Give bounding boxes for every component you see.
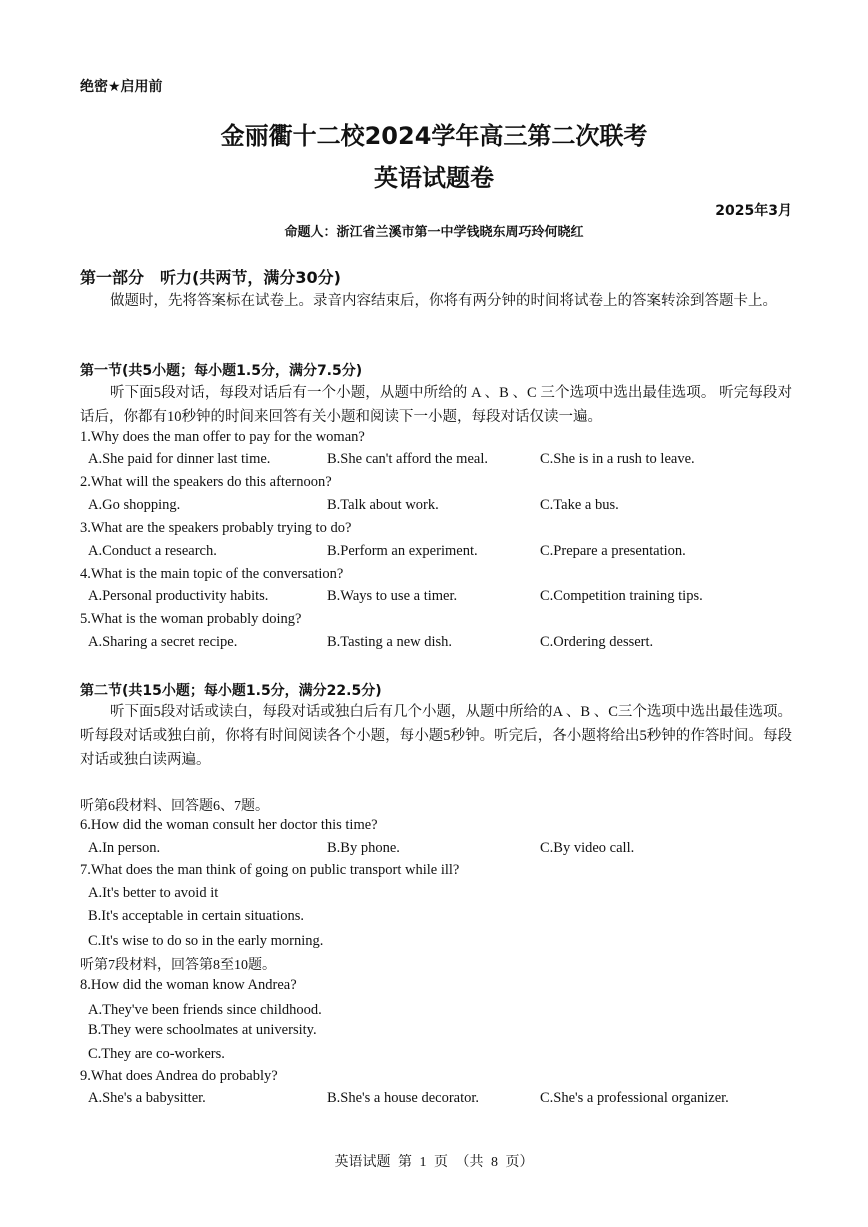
option-3b: B.Perform an experiment. (327, 543, 478, 559)
exam-subtitle: 英语试题卷 (374, 164, 494, 192)
exam-date: 2025年3月 (715, 203, 792, 219)
option-1a: A.She paid for dinner last time. (88, 451, 271, 467)
question-3: 3.What are the speakers probably trying to do? (80, 520, 352, 536)
option-8c: C.They are co-workers. (88, 1046, 225, 1062)
option-3c: C.Prepare a presentation. (540, 543, 686, 559)
option-7c: C.It's wise to do so in the early morning. (88, 933, 324, 949)
option-9c: C.She's a professional organizer. (540, 1090, 729, 1106)
question-2: 2.What will the speakers do this afternoon? (80, 474, 332, 490)
option-4c: C.Competition training tips. (540, 588, 703, 604)
option-7b: B.It's acceptable in certain situations. (88, 908, 305, 924)
exam-title: 金丽衢十二校2024学年高三第二次联考 (220, 122, 648, 150)
option-5a: A.Sharing a secret recipe. (88, 634, 238, 650)
option-2b: B.Talk about work. (327, 497, 439, 513)
option-8a: A.They've been friends since childhood. (88, 1002, 322, 1018)
confidential-mark: 绝密★启用前 (80, 79, 163, 95)
section2-instruction: 听下面5段对话或读白，每段对话或独白后有几个小题，从题中所给的A 、B 、C三个选项中选出最佳选项。听每段对话或独白前，你将有时间阅读各个小题，每小题5秒钟。听完后，各小题将给出5秒钟的作答时间。每段对话或独白读两遍。 (80, 704, 792, 768)
option-2a: A.Go shopping. (88, 497, 181, 513)
section2-heading: 第二节(共15小题；每小题1.5分，满分22.5分) (80, 683, 382, 699)
question-1: 1.Why does the man offer to pay for the woman? (80, 429, 365, 445)
option-9a: A.She's a babysitter. (88, 1090, 206, 1106)
exam-authors: 命题人：浙江省兰溪市第一中学钱晓东周巧玲何晓红 (284, 225, 584, 240)
option-6b: B.By phone. (327, 840, 400, 856)
question-8: 8.How did the woman know Andrea? (80, 977, 297, 993)
part1-instruction: 做题时，先将答案标在试卷上。录音内容结束后，你将有两分钟的时间将试卷上的答案转涂到答题卡上。 (110, 293, 777, 309)
option-1b: B.She can't afford the meal. (327, 451, 488, 467)
option-4a: A.Personal productivity habits. (88, 588, 269, 604)
page-footer: 英语试题 第 1 页 （共 8 页） (334, 1155, 534, 1170)
option-4b: B.Ways to use a timer. (327, 588, 458, 604)
option-8b: B.They were schoolmates at university. (88, 1022, 317, 1038)
material-6-note: 听第6段材料、回答题6、7题。 (80, 799, 269, 814)
part1-heading: 第一部分 听力(共两节，满分30分) (80, 268, 341, 287)
option-7a: A.It's better to avoid it (88, 885, 219, 901)
question-6: 6.How did the woman consult her doctor this time? (80, 817, 378, 833)
section1-heading: 第一节(共5小题；每小题1.5分，满分7.5分) (80, 363, 363, 379)
material-7-note: 听第7段材料，回答第8至10题。 (80, 958, 276, 973)
option-3a: A.Conduct a research. (88, 543, 217, 559)
question-5: 5.What is the woman probably doing? (80, 611, 302, 627)
question-4: 4.What is the main topic of the conversation? (80, 566, 344, 582)
question-9: 9.What does Andrea do probably? (80, 1068, 278, 1084)
option-5b: B.Tasting a new dish. (327, 634, 453, 650)
option-9b: B.She's a house decorator. (327, 1090, 480, 1106)
option-6a: A.In person. (88, 840, 161, 856)
question-7: 7.What does the man think of going on public transport while ill? (80, 862, 460, 878)
option-5c: C.Ordering dessert. (540, 634, 654, 650)
option-1c: C.She is in a rush to leave. (540, 451, 695, 467)
section1-instruction: 听下面5段对话，每段对话后有一个小题，从题中所给的 A 、B 、C 三个选项中选出最佳选项。 听完每段对话后，你都有10秒钟的时间来回答有关小题和阅读下一小题，每段对话仅读一遍。 (80, 385, 792, 425)
option-2c: C.Take a bus. (540, 497, 619, 513)
option-6c: C.By video call. (540, 840, 635, 856)
